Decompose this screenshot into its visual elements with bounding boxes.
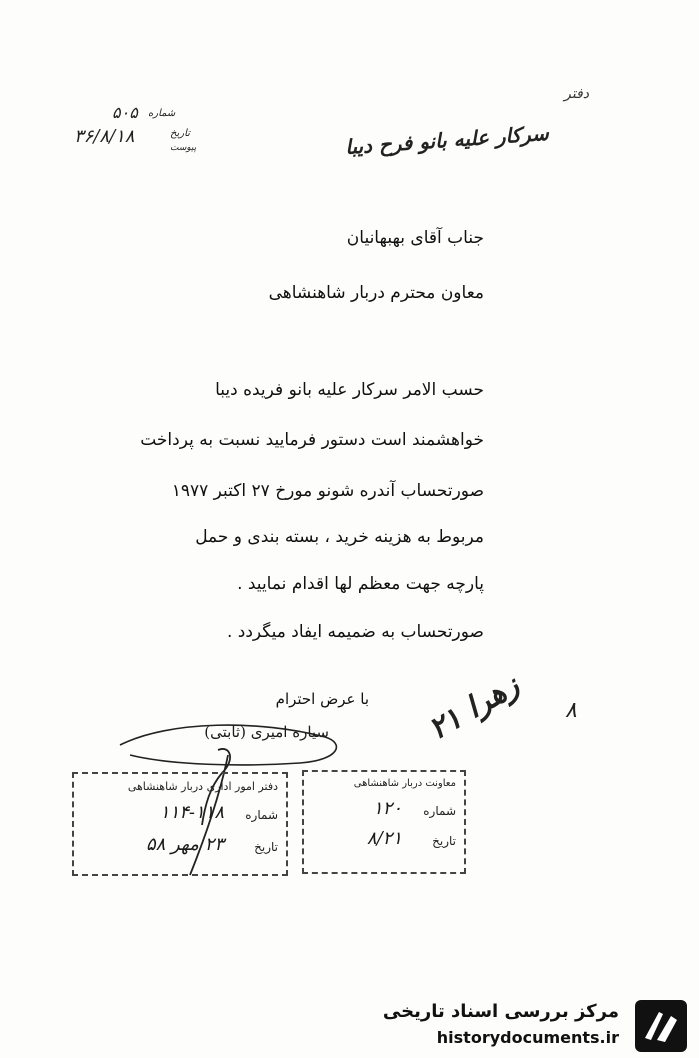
stamp-left (72, 772, 288, 876)
body-line-1: حسب الامر سرکار علیه بانو فریده دیبا (215, 380, 484, 400)
footer-website: historydocuments.ir (436, 1028, 619, 1047)
number-value: ۵۰۵ (112, 103, 138, 122)
stamp-left-number-label: شماره (245, 808, 278, 822)
archive-logo-icon (635, 1000, 687, 1052)
top-right-note: دفتر (564, 86, 589, 102)
signature: سیاره امیری (ثابتی) (204, 723, 329, 741)
top-right-title: سرکار علیه بانو فرح دیبا (344, 120, 550, 160)
body-line-6: صورتحساب به ضمیمه ایفاد میگردد . (226, 622, 484, 642)
stamp-left-date-value: ۲۳ مهر ۵۸ (145, 834, 224, 855)
handwritten-number: ۸ (565, 698, 577, 723)
stamp-right (302, 770, 466, 874)
stamp-left-date-label: تاریخ (254, 840, 278, 854)
date-value: ۳۶/۸/۱۸ (74, 126, 135, 147)
addressee: جناب آقای بهبهانیان (346, 228, 484, 248)
stamp-right-number-label: شماره (423, 804, 456, 818)
stamp-left-number-value: ۱۱۴-۱۱۸ (159, 802, 224, 823)
closing: با عرض احترام (275, 690, 369, 708)
stamp-right-date-value: ۸/۲۱ (366, 828, 402, 849)
footer-org-name: مرکز بررسی اسناد تاریخی (382, 1001, 619, 1022)
stamp-right-title: معاونت دربار شاهنشاهی (353, 778, 456, 789)
number-label: شماره (148, 108, 176, 119)
stamp-left-title: دفتر امور اداری دربار شاهنشاهی (127, 780, 278, 793)
stamp-right-date-label: تاریخ (432, 834, 456, 848)
body-line-2: خواهشمند است دستور فرمایید نسبت به پرداخت (140, 430, 484, 450)
stamp-right-number-value: ۱۲۰ (372, 798, 402, 819)
addressee-title: معاون محترم دربار شاهنشاهی (268, 283, 484, 303)
handwritten-annotation: ۲۱ زهرا (422, 667, 526, 748)
body-line-5: پارچه جهت معظم لها اقدام نمایید . (237, 574, 484, 594)
body-line-3: صورتحساب آندره شونو مورخ ۲۷ اکتبر ۱۹۷۷ (171, 481, 484, 501)
date-label: تاریخ (170, 128, 190, 139)
body-line-4: مربوط به هزینه خرید ، بسته بندی و حمل (195, 527, 484, 547)
attachment-label: پیوست (170, 143, 197, 153)
